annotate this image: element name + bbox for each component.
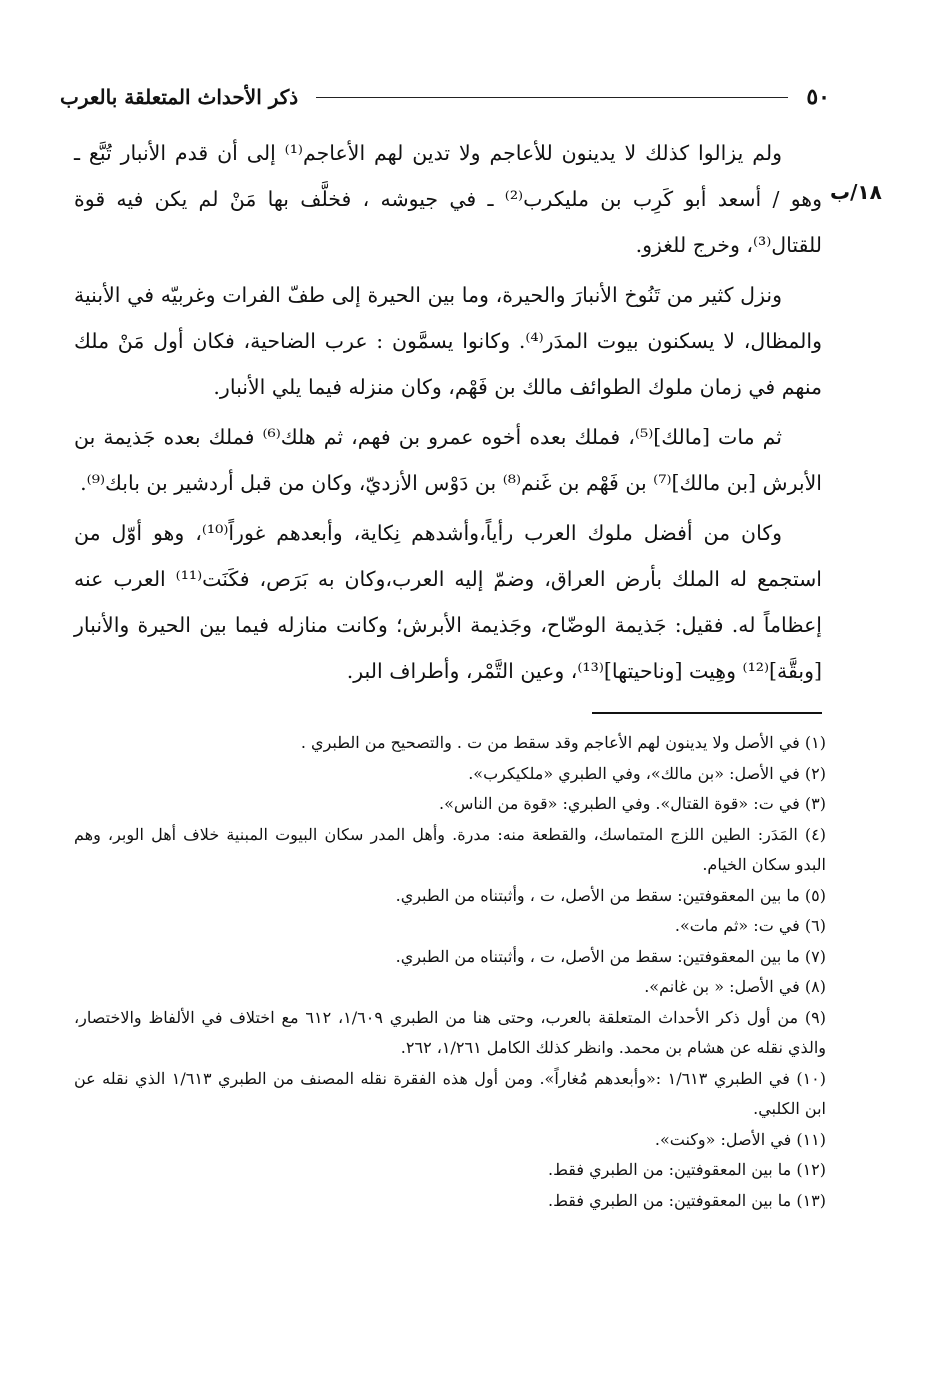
footnote: (٦) في ت: «ثم مات». [674, 916, 826, 935]
footnote: (٢) في الأصل: «بن مالك»، وفي الطبري «ملكيكرب». [468, 763, 826, 783]
header-rule [316, 97, 788, 98]
footnote-separator [592, 712, 822, 714]
footnote: (١) في الأصل ولا يدينون لهم الأعاجم وقد سقط من ت . والتصحيح من الطبري . [300, 733, 826, 752]
footnote: (٤) المَدَر: الطين اللزج المتماسك، والقطعة منه: مدرة. وأهل المدر سكان البيوت المبنية خلاف أهل الوبر، وهم البدو سكان الخيام. [74, 824, 826, 874]
main-text [74, 130, 822, 698]
running-title: ذكر الأحداث المتعلقة بالعرب [60, 85, 299, 109]
paragraph: ونزل كثير من تَنُوخ الأنبارَ والحيرة، وما بين الحيرة إلى طفّ الفرات وغربيّه في الأبنية والمظال، لا يسكنون بيوت المدَر⁽⁴⁾. وكانوا يسمَّون : عرب الضاحية، فكان أول مَنْ ملك منهم في زمان ملوك الطوائف مالك بن فَهْم، وكان منزله فيما يلي الأنبار. [74, 283, 822, 399]
footnote: (١٢) ما بين المعقوفتين: من الطبري فقط. [547, 1160, 826, 1179]
footnote: (٧) ما بين المعقوفتين: سقط من الأصل، ت ، وأثبتناه من الطبري. [395, 946, 826, 966]
page-number: ٥٠ [806, 84, 830, 110]
footnote: (١٠) في الطبري ١/٦١٣ :«وأبعدهم مُغاراً». ومن أول هذه الفقرة نقله المصنف من الطبري ١/٦١٣ الذي نقله عن ابن الكلبي. [74, 1068, 827, 1118]
footnote: (٥) ما بين المعقوفتين: سقط من الأصل، ت ، وأثبتناه من الطبري. [395, 885, 826, 905]
footnote: (٨) في الأصل: « بن غانم». [644, 977, 826, 996]
footnote: (١١) في الأصل: «وكنت». [654, 1129, 826, 1149]
footnotes [74, 728, 826, 1216]
paragraph: ثم مات [مالك]⁽⁵⁾، فملك بعده أخوه عمرو بن فهم، ثم هلك⁽⁶⁾ فملك بعده جَذيمة بن الأبرش [بن مالك]⁽⁷⁾ بن فَهْم بن غَنم⁽⁸⁾ بن دَوْس الأزديّ، وكان من قبل أردشير بن بابك⁽⁹⁾. [74, 425, 822, 495]
footnote: (٩) من أول ذكر الأحداث المتعلقة بالعرب، وحتى هنا من الطبري ١/٦٠٩، ٦١٢ مع اختلاف في الألفاظ والاختصار، والذي نقله عن هشام بن محمد. وانظر كذلك الكامل ١/٢٦١، ٢٦٢. [74, 1007, 827, 1057]
paragraph: وكان من أفضل ملوك العرب رأياً،وأشدهم نِكاية، وأبعدهم غوراً⁽¹⁰⁾، وهو أوّل من استجمع له الملك بأرض العراق، وضمّ إليه العرب،وكان به بَرَص، فكَنَت⁽¹¹⁾ العرب عنه إعظاماً له. فقيل: جَذيمة الوضّاح، وجَذيمة الأبرش؛ وكانت منازله فيما بين الحيرة والأنبار [وبقَّة]⁽¹²⁾ وهِيت [وناحيتها]⁽¹³⁾، وعين التَّمْر، وأطراف البر. [74, 521, 822, 683]
footnote: (١٣) ما بين المعقوفتين: من الطبري فقط. [547, 1190, 826, 1210]
paragraph: ولم يزالوا كذلك لا يدينون للأعاجم ولا تدين لهم الأعاجم⁽¹⁾ إلى أن قدم الأنبار تُبَّع ـ وهو / أسعد أبو كَرِب بن مليكرب⁽²⁾ ـ في جيوشه ، فخلَّف بها مَنْ لم يكن فيه قوة للقتال⁽³⁾، وخرج للغزو. [74, 141, 823, 257]
manuscript-folio-note: ١٨/ب [830, 180, 882, 204]
footnote: (٣) في ت: «قوة القتال». وفي الطبري: «قوة من الناس». [439, 794, 826, 813]
page-header [60, 82, 830, 112]
